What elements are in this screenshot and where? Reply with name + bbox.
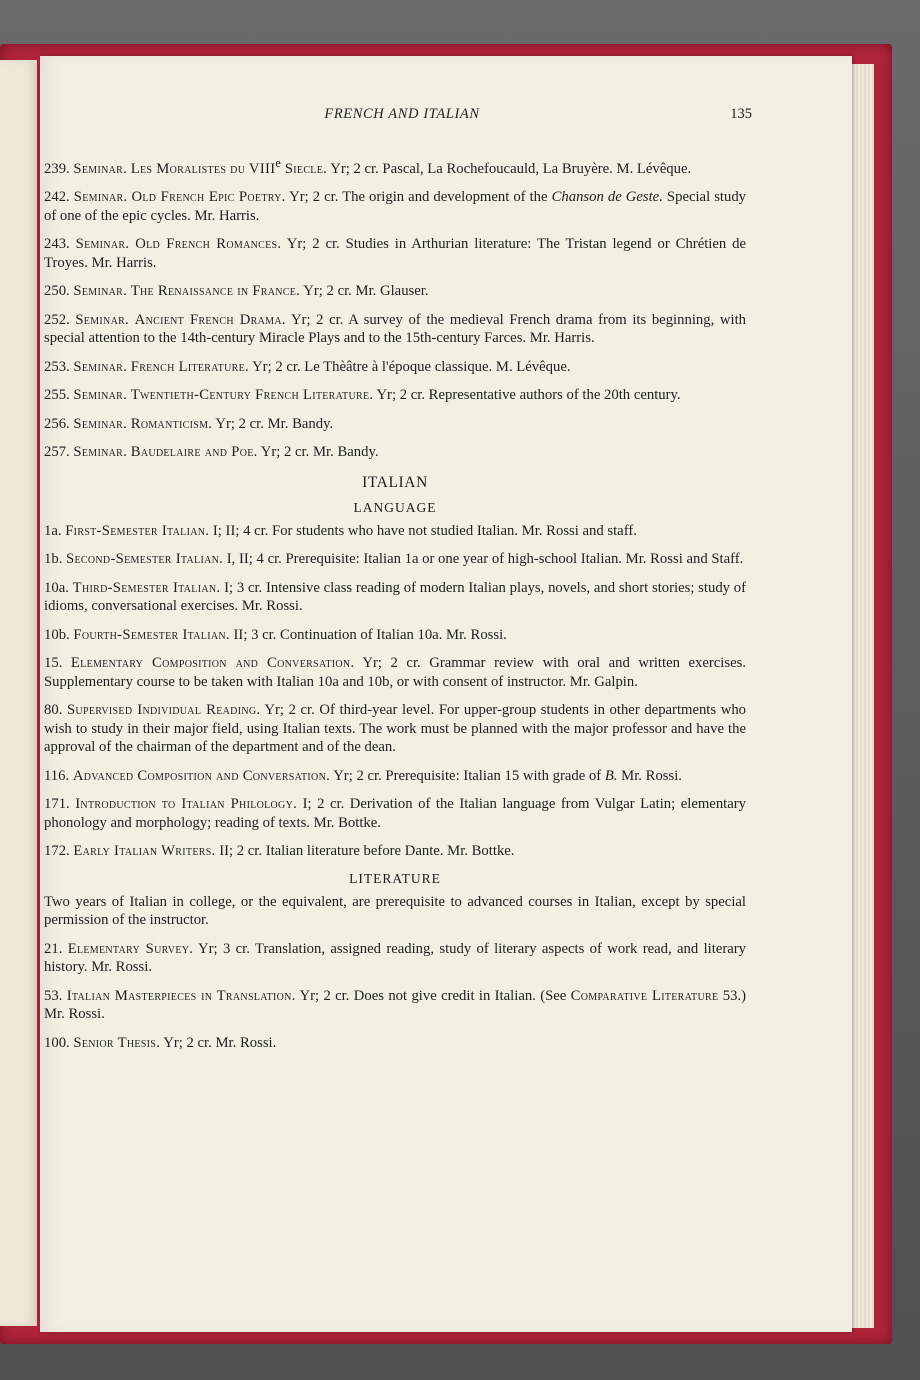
course-title: Introduction to Italian Philology. [75,796,298,813]
course-number: 243. [44,236,70,253]
course-number: 10b. [44,626,70,643]
course-title: Romanticism. [130,415,213,432]
course-description-cont: 53.) Mr. Rossi. [44,987,746,1023]
course-number: 15. [44,655,63,672]
course-number: 53. [44,987,63,1004]
course-entry [44,701,746,757]
course-title: Les Moralistes du VIII [130,160,276,177]
course-entry [44,282,746,301]
course-number: 10a. [44,579,69,596]
course-kind: Seminar. [73,283,128,300]
course-description-cont: Mr. Rossi. [617,767,682,784]
course-kind: Seminar. [73,415,128,432]
course-entry [44,626,746,645]
course-kind: Seminar. [73,358,128,375]
course-description: I; 2 cr. Derivation of the Italian language from Vulgar Latin; elementary phonology and morphology; reading of texts. Mr. Bottke. [44,796,746,831]
course-title: Elementary Survey. [67,940,194,957]
course-description: I; II; 4 cr. For students who have not studied Italian. Mr. Rossi and staff. [209,522,637,539]
course-description: Yr; 3 cr. Translation, assigned reading, study of literary aspects of work read, and literary history. Mr. Rossi. [44,940,746,976]
course-number: 253. [44,358,70,375]
course-kind: Seminar. [73,189,128,206]
course-entry [44,311,746,348]
course-title: First-Semester Italian. [65,522,210,539]
course-number: 242. [44,189,70,206]
running-header [52,106,752,128]
italic-title: Chanson de Geste. [551,189,663,206]
course-entry [44,987,746,1024]
course-description: Yr; 2 cr. Pascal, La Rochefoucauld, La Bruyère. M. Lévêque. [327,160,692,177]
course-title: Italian Masterpieces in Translation. [66,987,296,1004]
course-entry [44,235,746,272]
course-entry [44,443,746,462]
course-number: 172. [44,843,70,860]
course-entry [44,550,746,569]
course-description: Yr; 2 cr. Le Thèâtre à l'époque classique. M. Lévêque. [248,358,571,375]
course-kind: Seminar. [73,160,128,177]
course-title: Third-Semester Italian. [72,579,221,596]
facing-page-edge [0,60,37,1326]
course-title: Early Italian Writers. [73,843,216,860]
course-entry [44,154,746,178]
course-number: 256. [44,415,70,432]
page-number: 135 [730,106,752,122]
course-number: 257. [44,444,70,461]
course-description: Yr; 2 cr. Prerequisite: Italian 15 with grade of [330,767,605,784]
course-entry [44,1034,746,1053]
course-title: Twentieth-Century French Literature. [130,387,374,404]
course-description: Yr; 2 cr. Mr. Glauser. [300,283,429,300]
course-number: 239. [44,160,70,177]
course-entry [44,522,746,541]
course-number: 80. [44,702,63,719]
course-number: 1a. [44,522,62,539]
course-description: I; 3 cr. Intensive class reading of modern Italian plays, novels, and short stories; study of idioms, conversational exercises. Mr. Rossi. [44,579,747,615]
course-entry [44,358,746,377]
course-description: Yr; 2 cr. Of third-year level. For upper-group students in other departments who wish to study in their major field, using Italian texts. The work must be planned with the major professor and have the approval of the chairman of the department and of the dean. [44,702,747,756]
superscript: e [275,156,281,170]
course-entry [44,415,746,434]
course-entry [44,188,746,225]
course-kind: Seminar. [75,236,130,253]
course-title: French Literature. [130,358,249,375]
course-entry [44,940,746,977]
course-description-cont: Special study of one of the epic cycles. Mr. Harris. [44,189,747,224]
course-title: Ancient French Drama. [134,311,286,328]
subsection-heading-language: LANGUAGE [353,499,437,515]
course-title: Baudelaire and Poe. [130,444,258,461]
course-title: The Renaissance in France. [130,283,301,300]
course-title: Old French Romances. [135,236,282,253]
course-entry [44,654,746,691]
course-description: Yr; 2 cr. Does not give credit in Italian. (See [295,987,571,1004]
course-description: Yr; 2 cr. Mr. Bandy. [257,444,379,461]
course-number: 21. [44,940,63,957]
course-kind: Seminar. [73,387,128,404]
subsection-heading-literature: LITERATURE [349,870,441,886]
course-description: Yr; 2 cr. A survey of the medieval French drama from its beginning, with special attention to the 14th-century Miracle Plays and to the 15th-century Farces. Mr. Harris. [44,311,747,347]
course-description: Yr; 2 cr. Mr. Bandy. [212,415,334,432]
italic-grade: B. [604,767,618,784]
page-content [44,154,746,1062]
course-description: Yr; 2 cr. The origin and development of the [285,189,552,206]
course-title: Old French Epic Poetry. [131,189,286,206]
course-number: 252. [44,311,70,328]
course-title-cont: Siecle. [280,160,328,177]
course-title: Advanced Composition and Conversation. [72,767,331,784]
course-description: I, II; 4 cr. Prerequisite: Italian 1a or one year of high-school Italian. Mr. Rossi and Staff. [223,551,744,568]
course-description: Yr; 2 cr. Grammar review with oral and written exercises. Supplementary course to be taken with Italian 10a and 10b, or with consent of instructor. Mr. Galpin. [44,655,746,690]
course-entry [44,795,746,832]
course-description: II; 2 cr. Italian literature before Dante. Mr. Bottke. [215,843,515,860]
course-description: II; 3 cr. Continuation of Italian 10a. Mr. Rossi. [229,626,507,643]
course-kind: Seminar. [75,311,130,328]
section-heading-italian: ITALIAN [362,473,428,491]
course-entry [44,579,746,616]
course-description: Yr; 2 cr. Mr. Rossi. [160,1034,277,1051]
course-entry [44,386,746,405]
course-number: 100. [44,1034,70,1051]
course-title: Supervised Individual Reading. [66,702,261,719]
course-kind: Seminar. [73,444,128,461]
literature-intro: Two years of Italian in college, or the equivalent, are prerequisite to advanced courses in Italian, except by special permission of the instructor. [44,893,746,929]
course-entry [44,767,746,786]
course-description: Yr; 2 cr. Studies in Arthurian literature: The Tristan legend or Chrétien de Troyes. Mr. Harris. [44,236,746,271]
course-number: 171. [44,796,70,813]
course-title: Elementary Composition and Conversation. [70,655,355,672]
course-number: 255. [44,387,70,404]
course-entry [44,842,746,861]
course-title: Fourth-Semester Italian. [73,626,230,643]
running-header-title: FRENCH AND ITALIAN [324,106,480,122]
course-number: 116. [44,767,70,784]
course-title: Second-Semester Italian. [66,551,224,568]
course-description: Yr; 2 cr. Representative authors of the 20th century. [373,387,681,404]
course-number: 250. [44,283,70,300]
course-title: Senior Thesis. [73,1034,161,1051]
course-number: 1b. [44,551,63,568]
cross-reference: Comparative Literature [570,987,719,1004]
